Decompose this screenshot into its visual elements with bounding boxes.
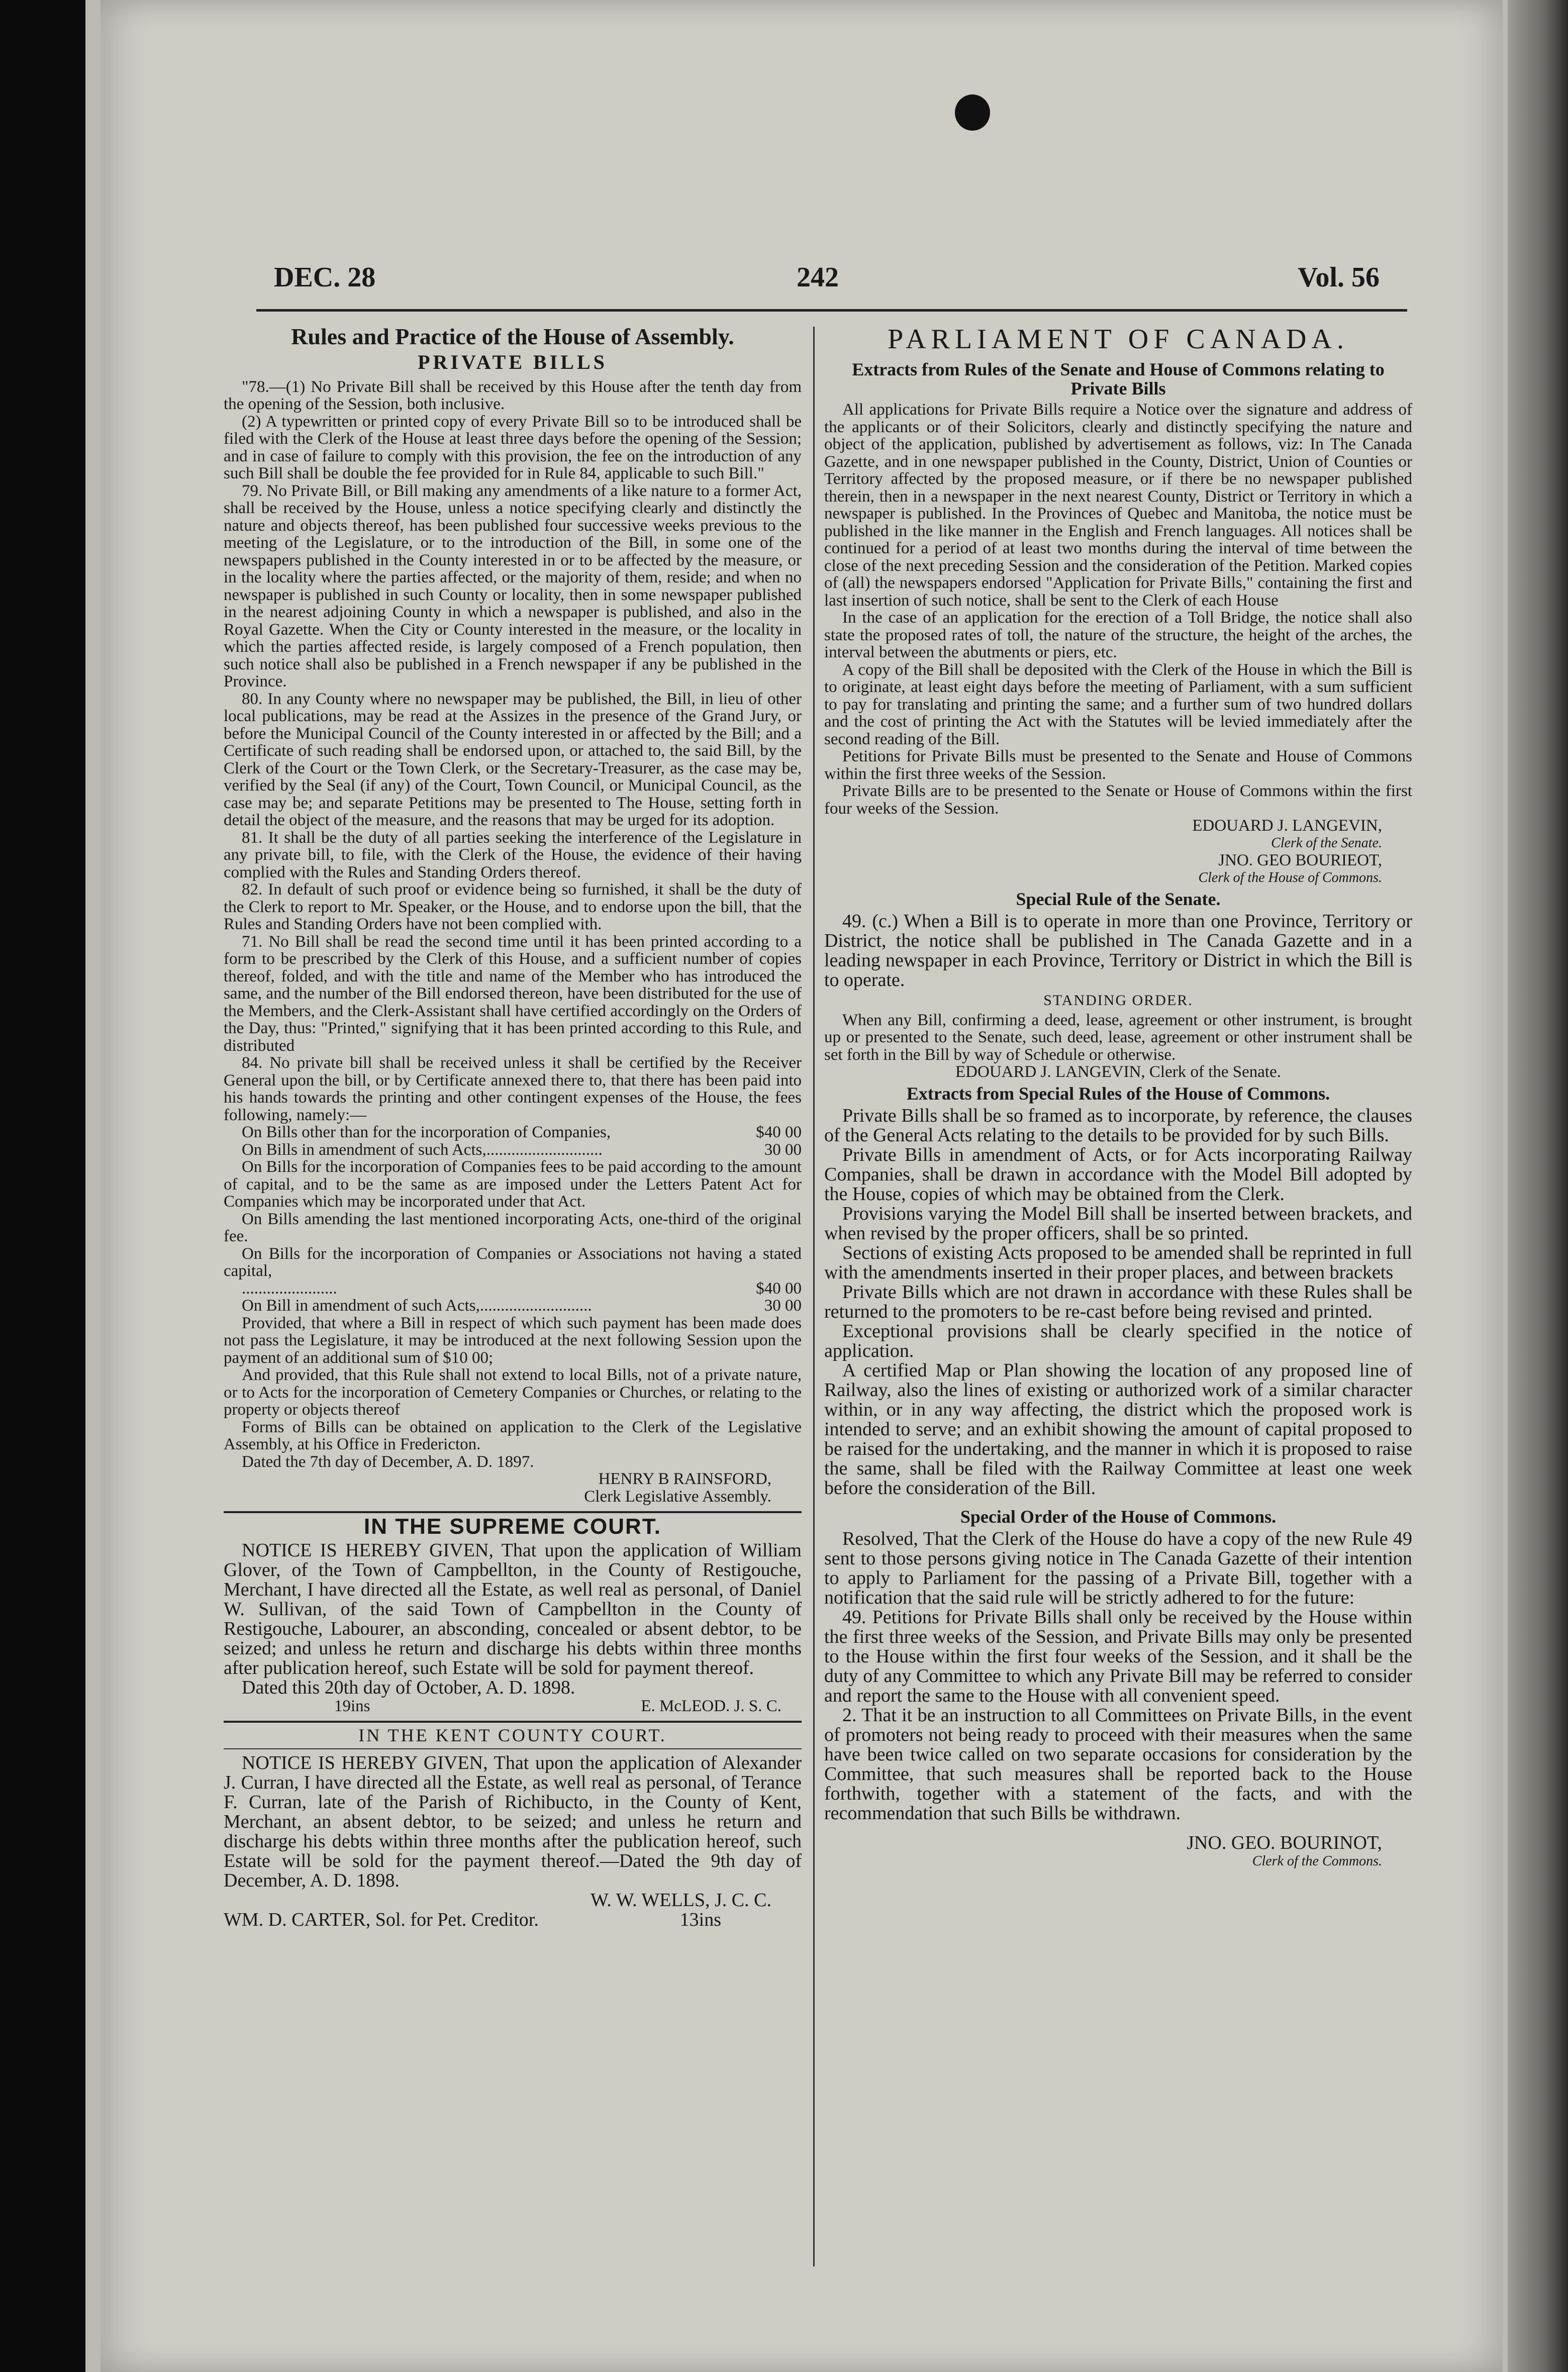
fee-row [224,1280,802,1298]
paragraph: 84. No private bill shall be received unless it shall be certified by the Receiver General upon the bill, or by Certificate annexed there to, that there has been paid into his hands towards the printing and other contingent expenses of the House, the fees following, namely:— [224,1054,802,1124]
commons-special-order-title: Special Order of the House of Commons. [960,1506,1277,1527]
signature-title: Clerk of the Commons. [1252,1853,1382,1869]
paragraph: Provisions varying the Model Bill shall be inserted between brackets, and when revised by the proper officers, shall be so printed. [824,1203,1412,1244]
supreme-court-title: IN THE SUPREME COURT. [363,1514,662,1539]
paragraph: Private Bills are to be presented to the Senate or House of Commons within the first four weeks of the Session. [824,782,1412,818]
assembly-rules-title: Rules and Practice of the House of Assembly. [291,324,734,349]
paragraph: "78.—(1) No Private Bill shall be received by this House after the tenth day from the opening of the Session, both inclusive. [224,377,802,413]
header-volume: Vol. 56 [1298,262,1380,293]
fee-label: On Bills other than for the incorporation of Companies, [242,1123,611,1141]
right-column [824,322,1412,1870]
paragraph: Petitions for Private Bills must be presented to the Senate and House of Commons within the first three weeks of the Session. [824,747,1412,783]
kent-court-title: IN THE KENT COUNTY COURT. [358,1725,667,1745]
fee-amount: $40 00 [756,1279,802,1298]
left-column [224,322,802,1930]
binding-fold [1508,0,1568,2372]
signature-title: Clerk of the House of Commons. [1198,869,1382,885]
paragraph: Forms of Bills can be obtained on application to the Clerk of the Legislative Assembly, at his Office in Fredericton. [224,1418,802,1453]
commons-extract-title: Extracts from Special Rules of the House of Commons. [906,1083,1330,1104]
signature-title: Clerk of the Senate. [1271,835,1382,851]
senate-special-rule-title: Special Rule of the Senate. [1016,889,1221,909]
paragraph: 79. No Private Bill, or Bill making any amendments of a like nature to a former Act, shall be received by the House, unless a notice specifying clearly and distinctly the nature and objects thereof, has been published four successive weeks previous to the meeting of the Legislature, or to the introduction of the Bill, in some one of the newspapers published in the County interested in or to be affected by the measure, or in the locality where the parties affected, or the majority of them, reside; and when no newspaper is published in such County or locality, then in some newspaper published in the nearest adjoining County in which a newspaper is published, and also in the Royal Gazette. When the City or County interested in the measure, or the locality in which the parties affected reside, is largely composed of a French population, then such notice shall also be published in a French newspaper if any be published in the Province. [224,481,802,690]
punch-hole [955,94,990,131]
fee-amount: $40 00 [756,1123,802,1141]
senate-special-rule-text: 49. (c.) When a Bill is to operate in more than one Province, Territory or District, the notice shall be published in The Canada Gazette and in a leading newspaper in each Province, Territory or District in which the Bill is to operate. [824,911,1412,991]
senate-commons-subtitle: Extracts from Rules of the Senate and House of Commons relating to Private Bills [852,359,1385,399]
section-rule [224,1748,802,1749]
supreme-court-dated: Dated this 20th day of October, A. D. 1898. [242,1676,575,1698]
fee-label: On Bill in amendment of such Acts,........................... [242,1297,592,1315]
fee-row [224,1124,802,1141]
solicitor-name: WM. D. CARTER, Sol. for Pet. Creditor. [224,1909,539,1930]
section-rule [224,1721,802,1723]
paragraph: 71. No Bill shall be read the second time until it has been printed according to a form to be prescribed by the Clerk of this House, and a sufficient number of copies thereof, folded, and with the title and name of the Member who has introduced the same, and the number of the Bill endorsed thereon, have been distributed for the use of the Members, and the Clerk-Assistant shall have certified accordingly on the Orders of the Day, thus: "Printed," signifying that it has been printed according to this Rule, and distributed [224,932,802,1055]
paragraph: 2. That it be an instruction to all Committees on Private Bills, in the event of promoters not being ready to proceed with their measures when the same have been twice called on two separate occasions for consideration by the Committee, that such measures shall be reported back to the House forthwith, together with a statement of the facts, and with the recommendation that such Bills be withdrawn. [824,1704,1412,1824]
paragraph: Private Bills shall be so framed as to incorporate, by reference, the clauses of the General Acts relating to the details to be provided for by such Bills. [824,1105,1412,1146]
signature-name: EDOUARD J. LANGEVIN, [1192,817,1382,835]
private-bills-subtitle: PRIVATE BILLS [418,351,608,373]
kent-court-notice: NOTICE IS HEREBY GIVEN, That upon the application of Alexander J. Curran, I have directed all the Estate, as well real as personal, of Terance F. Curran, late of the Parish of Richibucto, in the County of Kent, Merchant, an absent debtor, to be seized; and unless he return and discharge his debts within three months after the publication hereof, such Estate will be sold for the payment thereof.—Dated the 9th day of December, A. D. 1898. [224,1752,802,1891]
fee-label: On Bills in amendment of such Acts,............................ [242,1140,603,1159]
paragraph: Dated the 7th day of December, A. D. 1897. [242,1452,534,1471]
fee-row [224,1141,802,1159]
section-rule [224,1511,802,1513]
paragraph: On Bills amending the last mentioned incorporating Acts, one-third of the original fee. [224,1210,802,1245]
paragraph: Provided, that where a Bill in respect of which such payment has been made does not pass the Legislature, it may be introduced at the next following Session upon the payment of an additional sum of $10 00; [224,1314,802,1367]
header-page-number: 242 [797,262,839,293]
paragraph: Exceptional provisions shall be clearly specified in the notice of application. [824,1320,1412,1361]
paragraph: On Bills for the incorporation of Companies or Associations not having a stated capital, [224,1244,802,1280]
column-divider [813,327,815,2266]
page-header [274,261,1380,302]
supreme-court-signature-row [224,1698,802,1715]
paragraph: (2) A typewritten or printed copy of every Private Bill so to be introduced shall be filed with the Clerk of the House at least three days before the opening of the Session; and in case of failure to comply with this provision, the fee on the introduction of any such Bill shall be double the fee provided for in Rule 84, applicable to such Bill." [224,412,802,482]
paragraph: On Bills for the incorporation of Companies fees to be paid according to the amount of capital, and to be the same as are imposed under the Letters Patent Act for Companies which may be incorporated under that Act. [224,1158,802,1211]
signature-name: JNO. GEO BOURIEOT, [1218,851,1382,869]
insertion-count: 13ins [679,1909,721,1930]
paragraph: Sections of existing Acts proposed to be amended shall be reprinted in full with the amendments inserted in their proper places, and between brackets [824,1242,1412,1283]
paragraph: And provided, that this Rule shall not extend to local Bills, not of a private nature, or to Acts for the incorporation of Cemetery Companies or Churches, or relating to the property or objects thereof [224,1366,802,1419]
fee-label: ....................... [242,1279,337,1298]
kent-judge-signature: W. W. WELLS, J. C. C. [591,1889,771,1911]
header-rule [256,309,1407,312]
paragraph: 80. In any County where no newspaper may be published, the Bill, in lieu of other local publications, may be read at the Assizes in the presence of the Grand Jury, or before the Municipal Council of the County interested in or affected by the Bill; and a Certificate of such reading shall be endorsed upon, or attached to, the said Bill, by the Clerk of the Court or the Town Clerk, or the Secretary-Treasurer, as the case may be, verified by the Seal (if any) of the Court, Town Council, or Municipal Council, as the case may be; and separate Petitions may be presented to The House, setting forth in detail the object of the measure, and the reasons that may be urged for its adoption. [224,689,802,829]
standing-order-title: STANDING ORDER. [1043,992,1193,1009]
paragraph: Resolved, That the Clerk of the House do have a copy of the new Rule 49 sent to those persons giving notice in The Canada Gazette of their intention to apply to Parliament for the passing of a Private Bill, together with a notification that the said rule will be strictly adhered to for the future: [824,1528,1412,1608]
paragraph: 49. Petitions for Private Bills shall only be received by the House within the first three weeks of the Session, and Private Bills may only be presented to the House within the first four weeks of the Session, and it shall be the duty of any Committee to which any Private Bill may be referred to consider and report the same to the House with all convenient speed. [824,1606,1412,1706]
signature-title: Clerk Legislative Assembly. [584,1487,771,1506]
standing-order-signature: EDOUARD J. LANGEVIN, Clerk of the Senate. [955,1063,1281,1081]
parliament-title: PARLIAMENT OF CANADA. [888,324,1349,355]
supreme-court-notice: NOTICE IS HEREBY GIVEN, That upon the application of William Glover, of the Town of Campbellton, in the County of Restigouche, Merchant, I have directed all the Estate, as well real as personal, of Daniel W. Sullivan, of the said Town of Campbellton in the County of Restigouche, Labourer, an absconding, concealed or absent debtor, to be seized; and unless he return and discharge his debts within three months after publication hereof, such Estate will be sold for payment thereof. [224,1539,802,1678]
fee-amount: 30 00 [764,1297,802,1315]
paragraph: A certified Map or Plan showing the location of any proposed line of Railway, also the lines of existing or authorized work of a similar character within, or in any way affecting, the district which the proposed work is intended to serve; and an exhibit showing the amount of capital proposed to be raised for the undertaking, and the manner in which it is proposed to raise the same, shall be filed with the Railway Committee at least one week before the consideration of the Bill. [824,1359,1412,1499]
paragraph: 82. In default of such proof or evidence being so furnished, it shall be the duty of the Clerk to report to Mr. Speaker, or the House, and to endorse upon the bill, that the Rules and Standing Orders have not been complied with. [224,880,802,933]
paragraph: All applications for Private Bills require a Notice over the signature and address of the applicants or of their Solicitors, clearly and distinctly specifying the nature and object of the application, published by advertisement as follows, viz: In The Canada Gazette, and in one newspaper published in the County, District, Union of Counties or Territory affected by the proposed measure, or if there be no newspaper published therein, then in a newspaper in the next nearest County, District or Territory in which a newspaper is published. In the Provinces of Quebec and Manitoba, the notice must be published in the like manner in the English and French languages. All notices shall be continued for a period of at least two months during the interval of time between the close of the next preceding Session and the consideration of the Petition. Marked copies of (all) the newspapers endorsed "Application for Private Bills," containing the first and last insertion of such notice, shall be sent to the Clerk of each House [824,401,1412,610]
kent-solicitor-row [224,1910,802,1930]
paragraph: A copy of the Bill shall be deposited with the Clerk of the House in which the Bill is to originate, at least eight days before the meeting of Parliament, with a sum sufficient to pay for translating and printing the same; and a further sum of two hundred dollars and the cost of printing the Act with the Statutes will be levied immediately after the second reading of the Bill. [824,660,1412,748]
paragraph: Private Bills in amendment of Acts, or for Acts incorporating Railway Companies, shall be drawn in accordance with the Model Bill adopted by the House, copies of which may be obtained from the Clerk. [824,1144,1412,1205]
paragraph: In the case of an application for the erection of a Toll Bridge, the notice shall also state the proposed rates of toll, the nature of the structure, the height of the arches, the interval between the abutments or piers, etc. [824,609,1412,661]
signature-name: HENRY B RAINSFORD, [598,1470,771,1488]
judge-signature: E. McLEOD. J. S. C. [641,1697,781,1715]
signature-name: JNO. GEO. BOURINOT, [1187,1832,1382,1853]
insertion-count: 19ins [334,1697,370,1715]
paragraph: 81. It shall be the duty of all parties seeking the interference of the Legislature in any private bill, to file, with the Clerk of the House, the evidence of their having complied with the Rules and Standing Orders thereof. [224,828,802,881]
header-date: DEC. 28 [274,262,376,293]
standing-order-text: When any Bill, confirming a deed, lease, agreement or other instrument, is brought up or presented to the Senate, such deed, lease, agreement or other instrument shall be set forth in the Bill by way of Schedule or otherwise. [824,1011,1412,1064]
fee-amount: 30 00 [764,1140,802,1159]
paragraph: Private Bills which are not drawn in accordance with these Rules shall be returned to the promoters to be re-cast before being revised and printed. [824,1281,1412,1322]
fee-row [224,1297,802,1315]
